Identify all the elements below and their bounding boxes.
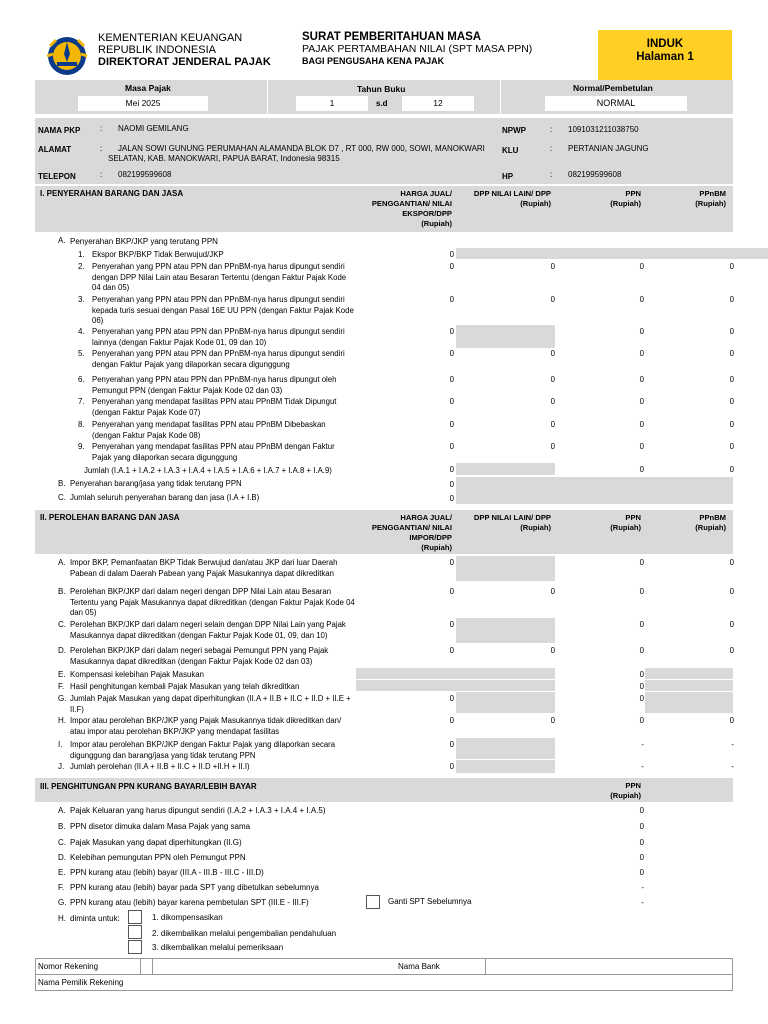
- nama-pemilik-label: Nama Pemilik Rekening: [38, 978, 124, 987]
- grayed-cell: [456, 477, 733, 504]
- row-value[interactable]: 0: [449, 694, 454, 703]
- sd-label: s.d: [376, 99, 388, 108]
- nomor-rekening-label: Nomor Rekening: [38, 962, 99, 971]
- row-value[interactable]: 0: [729, 558, 734, 567]
- section1-title: I. PENYERAHAN BARANG DAN JASA: [40, 189, 184, 198]
- col-line: PPN: [625, 781, 641, 790]
- row-value[interactable]: 0: [639, 620, 644, 629]
- row-text: Impor atau perolehan BKP/JKP dengan Faktur Pajak yang dilaporkan secara digunggung dan barang/jasa yang tidak terutang PPN: [70, 740, 336, 760]
- masa-pajak-label: Masa Pajak: [125, 83, 171, 93]
- col-line: (Rupiah): [610, 791, 641, 800]
- row-value[interactable]: 0: [449, 262, 454, 271]
- row-value[interactable]: 0: [550, 420, 555, 429]
- jumlah-value[interactable]: 0: [729, 465, 734, 474]
- row-value[interactable]: 0: [449, 558, 454, 567]
- row-value[interactable]: 0: [449, 375, 454, 384]
- item-letter: C.: [58, 493, 66, 502]
- row-value[interactable]: 0: [550, 397, 555, 406]
- row-value[interactable]: -: [641, 898, 644, 907]
- row-text: Perolehan BKP/JKP dari dalam negeri selain dengan DPP Nilai Lain yang Pajak Masukannya dapat dikreditkan (dengan Faktur Pajak Kode 01, 09, dan 10): [70, 620, 346, 640]
- row-number: 8.: [78, 420, 85, 429]
- section2-title: II. PEROLEHAN BARANG DAN JASA: [40, 513, 180, 522]
- col-line: HARGA JUAL/: [400, 189, 452, 198]
- induk-label: INDUK: [646, 38, 684, 50]
- row-number: 6.: [78, 375, 85, 384]
- alamat-label: ALAMAT: [38, 145, 72, 154]
- row-number: 4.: [78, 327, 85, 336]
- row-value[interactable]: 0: [449, 420, 454, 429]
- npwp-label: NPWP: [502, 126, 526, 135]
- row-letter: C.: [58, 838, 66, 847]
- row-letter: D.: [58, 853, 66, 862]
- colon: :: [550, 125, 553, 134]
- row-value[interactable]: -: [641, 762, 644, 771]
- row-value[interactable]: 0: [729, 349, 734, 358]
- section1-col4-header: [650, 189, 726, 209]
- row-value[interactable]: 0: [550, 442, 555, 451]
- ministry-line1: KEMENTERIAN KEUANGAN: [98, 32, 243, 44]
- section1-b-value: 0: [449, 480, 454, 489]
- row-value[interactable]: 0: [449, 740, 454, 749]
- row-value[interactable]: 0: [729, 442, 734, 451]
- section3-title: III. PENGHITUNGAN PPN KURANG BAYAR/LEBIH BAYAR: [40, 782, 257, 791]
- row-value[interactable]: 0: [449, 646, 454, 655]
- option-pendahuluan-label: 2. dikembalikan melalui pengembalian pendahuluan: [152, 929, 337, 938]
- col-line: (Rupiah): [610, 523, 641, 532]
- row-text: PPN kurang atau (lebih) bayar (III.A - III.B - III.C - III.D): [70, 868, 264, 877]
- row-text: PPN kurang atau (lebih) bayar pada SPT yang dibetulkan sebelumnya: [70, 883, 319, 892]
- row-value[interactable]: 0: [449, 250, 454, 259]
- telepon-label: TELEPON: [38, 172, 76, 181]
- section2-col4-header: [650, 513, 726, 533]
- row-letter: B.: [58, 822, 66, 831]
- option-pemeriksaan-checkbox[interactable]: [128, 940, 142, 954]
- directorate: DIREKTORAT JENDERAL PAJAK: [98, 56, 271, 68]
- grayed-cell: [356, 680, 456, 691]
- npwp-value: 1091031211038750: [568, 125, 639, 134]
- item-letter: H.: [58, 914, 66, 923]
- form-subtitle2: BAGI PENGUSAHA KENA PAJAK: [302, 56, 445, 66]
- option-kompensasi-checkbox[interactable]: [128, 910, 142, 924]
- row-value[interactable]: 0: [449, 762, 454, 771]
- ministry-line2: REPUBLIK INDONESIA: [98, 44, 216, 56]
- row-text: Jumlah Pajak Masukan yang dapat diperhitungkan (II.A + II.B + II.C + II.D + II.E + II.F): [70, 694, 351, 714]
- row-text: Impor BKP, Pemanfaatan BKP Tidak Berwujud dan/atau JKP dari luar Daerah Pabean di dalam Daerah Pabean yang Pajak Masukannya dapat dikreditkan: [70, 558, 338, 578]
- alamat-line2: SELATAN, KAB. MANOKWARI, PAPUA BARAT, Indonesia 98315: [108, 154, 340, 163]
- row-text: Jumlah perolehan (II.A + II.B + II.C + II.D +II.H + II.I): [70, 762, 250, 771]
- col-line: (Rupiah): [695, 199, 726, 208]
- grayed-cell: [456, 463, 555, 475]
- row-number: 7.: [78, 397, 85, 406]
- row-value[interactable]: 0: [449, 327, 454, 336]
- row-value[interactable]: 0: [729, 646, 734, 655]
- col-line: (Rupiah): [520, 199, 551, 208]
- col-line: (Rupiah): [695, 523, 726, 532]
- section2-col1-header: [356, 513, 452, 553]
- col-line: HARGA JUAL/: [400, 513, 452, 522]
- option-kompensasi-label: 1. dikompensasikan: [152, 913, 223, 922]
- row-text: Penyerahan yang mendapat fasilitas PPN atau PPnBM Tidak Dipungut (dengan Faktur Pajak Kode 07): [92, 397, 337, 417]
- telepon-value: 082199599608: [118, 170, 172, 179]
- row-value[interactable]: 0: [639, 375, 644, 384]
- section1-c-text: Jumlah seluruh penyerahan barang dan jasa (I.A + I.B): [70, 493, 260, 502]
- row-value[interactable]: 0: [639, 558, 644, 567]
- col-line: PENGGANTIAN/ NILAI: [371, 523, 452, 532]
- row-text: Penyerahan yang PPN atau PPN dan PPnBM-nya harus dipungut sendiri dengan DPP Nilai Lain atau Besaran Tertentu (dengan Faktur Pajak Kode 04 dan 05): [92, 262, 347, 292]
- row-value[interactable]: 0: [729, 587, 734, 596]
- row-value[interactable]: 0: [639, 442, 644, 451]
- row-number: 2.: [78, 262, 85, 271]
- row-value[interactable]: 0: [449, 716, 454, 725]
- ganti-spt-label: Ganti SPT Sebelumnya: [388, 897, 472, 906]
- row-letter: A.: [58, 806, 66, 815]
- col-line: EKSPOR/DPP: [402, 209, 452, 218]
- grayed-cell: [645, 668, 733, 679]
- ganti-spt-checkbox[interactable]: [366, 895, 380, 909]
- row-value[interactable]: 0: [729, 420, 734, 429]
- row-letter: E.: [58, 670, 66, 679]
- row-value[interactable]: 0: [639, 822, 644, 831]
- section2-col2-header: [456, 513, 551, 533]
- col-line: DPP NILAI LAIN/ DPP: [473, 513, 551, 522]
- grayed-cell: [456, 325, 555, 348]
- row-value[interactable]: 0: [550, 375, 555, 384]
- induk-badge: [598, 30, 732, 82]
- row-value[interactable]: 0: [639, 420, 644, 429]
- grayed-cell: [456, 680, 555, 691]
- klu-value: PERTANIAN JAGUNG: [568, 144, 649, 153]
- row-value[interactable]: 0: [550, 262, 555, 271]
- grayed-cell: [456, 668, 555, 679]
- row-value[interactable]: 0: [729, 262, 734, 271]
- section1-jumlah-text: Jumlah (I.A.1 + I.A.2 + I.A.3 + I.A.4 + I.A.5 + I.A.6 + I.A.7 + I.A.8 + I.A.9): [84, 466, 332, 475]
- grayed-cell: [456, 738, 555, 759]
- kemenkeu-logo: [44, 32, 90, 78]
- col-line: PPN: [625, 513, 641, 522]
- row-value[interactable]: 0: [729, 375, 734, 384]
- col-line: IMPOR/DPP: [409, 533, 452, 542]
- row-value[interactable]: -: [731, 740, 734, 749]
- row-value[interactable]: 0: [729, 716, 734, 725]
- row-value[interactable]: 0: [449, 295, 454, 304]
- row-text: Penyerahan yang PPN atau PPN dan PPnBM-nya harus dipungut sendiri lainnya (dengan Faktur Pajak Kode 01, 09 dan 10): [92, 327, 345, 347]
- row-value[interactable]: 0: [639, 670, 644, 679]
- col-line: PENGGANTIAN/ NILAI: [371, 199, 452, 208]
- row-text: Kompensasi kelebihan Pajak Masukan: [70, 670, 204, 679]
- col-line: PPN: [625, 189, 641, 198]
- row-text: Penyerahan yang PPN atau PPN dan PPnBM-nya harus dipungut oleh Pemungut PPN (dengan Faktur Pajak Kode 02 dan 03): [92, 375, 337, 395]
- colon: :: [550, 170, 553, 179]
- row-letter: B.: [58, 587, 66, 596]
- section1-a-text: Penyerahan BKP/JKP yang terutang PPN: [70, 237, 218, 246]
- col-line: PPnBM: [699, 189, 726, 198]
- hp-value: 082199599608: [568, 170, 622, 179]
- nama-value: NAOMI GEMILANG: [118, 124, 189, 133]
- row-value[interactable]: 0: [639, 262, 644, 271]
- row-letter: G.: [58, 898, 67, 907]
- row-letter: J.: [58, 762, 65, 771]
- option-pemeriksaan-label: 3. dikembalikan melalui pemeriksaan: [152, 943, 284, 952]
- row-number: 9.: [78, 442, 85, 451]
- row-value[interactable]: 0: [550, 646, 555, 655]
- form-title: SURAT PEMBERITAHUAN MASA: [302, 31, 482, 43]
- row-letter: E.: [58, 868, 66, 877]
- row-text: Pajak Masukan yang dapat diperhitungkan (II.G): [70, 838, 242, 847]
- nama-label: NAMA PKP: [38, 126, 81, 135]
- colon: :: [100, 144, 103, 153]
- col-line: (Rupiah): [421, 543, 452, 552]
- grayed-cell: [356, 668, 456, 679]
- alamat-line1: JALAN SOWI GUNUNG PERUMAHAN ALAMANDA BLOK D7 , RT 000, RW 000, SOWI, MANOKWARI: [118, 144, 485, 153]
- section1-col1-header: [356, 189, 452, 229]
- grayed-cell: [456, 692, 555, 713]
- col-line: PPnBM: [699, 513, 726, 522]
- normal-label: Normal/Pembetulan: [573, 83, 653, 93]
- row-letter: I.: [58, 740, 63, 749]
- row-value[interactable]: 0: [729, 397, 734, 406]
- row-text: Penyerahan yang PPN atau PPN dan PPnBM-nya harus dipungut sendiri dengan Faktur Pajak yang dilaporkan secara digunggung: [92, 349, 345, 369]
- row-value[interactable]: 0: [639, 806, 644, 815]
- row-value[interactable]: 0: [639, 682, 644, 691]
- grayed-cell: [645, 248, 768, 259]
- row-value[interactable]: 0: [639, 868, 644, 877]
- grayed-cell: [645, 692, 733, 713]
- row-text: Penyerahan yang mendapat fasilitas PPN atau PPnBM Dibebaskan (dengan Faktur Pajak Kode 08): [92, 420, 326, 440]
- row-value[interactable]: 0: [639, 349, 644, 358]
- masa-pajak-field[interactable]: Mei 2025: [78, 96, 208, 111]
- row-text: Penyerahan yang mendapat fasilitas PPN atau PPnBM dengan Faktur Pajak yang dilaporkan secara digunggung: [92, 442, 335, 462]
- row-text: PPN kurang atau (lebih) bayar karena pembetulan SPT (III.E - III.F): [70, 898, 309, 907]
- row-value[interactable]: 0: [550, 587, 555, 596]
- row-value[interactable]: 0: [639, 397, 644, 406]
- row-letter: D.: [58, 646, 66, 655]
- tahun-buku-label: Tahun Buku: [357, 84, 406, 94]
- tahun-from-field[interactable]: 1: [296, 96, 368, 111]
- row-number: 3.: [78, 295, 85, 304]
- item-letter: B.: [58, 479, 66, 488]
- row-value[interactable]: 0: [550, 716, 555, 725]
- row-value[interactable]: 0: [639, 587, 644, 596]
- row-letter: G.: [58, 694, 67, 703]
- colon: :: [100, 170, 103, 179]
- row-letter: H.: [58, 716, 66, 725]
- row-text: Impor atau perolehan BKP/JKP yang Pajak Masukannya tidak dikreditkan dan/ atau impor atau perolehan BKP/JKP yang mendapat fasilitas: [70, 716, 342, 736]
- col-line: (Rupiah): [610, 199, 641, 208]
- colon: :: [100, 124, 103, 133]
- colon: :: [550, 144, 553, 153]
- row-value[interactable]: 0: [550, 349, 555, 358]
- klu-label: KLU: [502, 146, 519, 155]
- row-text: Kelebihan pemungutan PPN oleh Pemungut PPN: [70, 853, 246, 862]
- section1-col2-header: [456, 189, 551, 209]
- row-value[interactable]: -: [641, 883, 644, 892]
- row-value[interactable]: 0: [639, 853, 644, 862]
- row-letter: C.: [58, 620, 66, 629]
- row-value[interactable]: 0: [639, 327, 644, 336]
- row-value[interactable]: -: [641, 740, 644, 749]
- row-text: Perolehan BKP/JKP dari dalam negeri sebagai Pemungut PPN yang Pajak Masukannya dapat dikreditkan (dengan Faktur Pajak Kode 02 dan 03): [70, 646, 329, 666]
- row-value[interactable]: 0: [449, 587, 454, 596]
- row-text: Ekspor BKP/BKP Tidak Berwujud/JKP: [92, 250, 224, 259]
- row-value[interactable]: 0: [449, 620, 454, 629]
- hp-label: HP: [502, 172, 514, 181]
- page-number: Halaman 1: [636, 51, 694, 63]
- row-value[interactable]: 0: [729, 295, 734, 304]
- row-value[interactable]: 0: [729, 620, 734, 629]
- form-subtitle1: PAJAK PERTAMBAHAN NILAI (SPT MASA PPN): [302, 43, 533, 55]
- row-text: Penyerahan yang PPN atau PPN dan PPnBM-nya harus dipungut sendiri kepada turis sesuai dengan Pasal 16E UU PPN (dengan Faktur Pajak Kode 06): [92, 295, 354, 325]
- section2-col3-header: [560, 513, 641, 533]
- row-letter: A.: [58, 558, 66, 567]
- col-line: DPP NILAI LAIN/ DPP: [473, 189, 551, 198]
- row-value[interactable]: 0: [639, 838, 644, 847]
- grayed-cell: [456, 760, 555, 773]
- row-text: Pajak Keluaran yang harus dipungut sendiri (I.A.2 + I.A.3 + I.A.4 + I.A.5): [70, 806, 326, 815]
- row-letter: F.: [58, 682, 65, 691]
- section3-col-header: [560, 781, 641, 801]
- tahun-to-field[interactable]: 12: [402, 96, 474, 111]
- row-value[interactable]: 0: [449, 397, 454, 406]
- row-text: PPN disetor dimuka dalam Masa Pajak yang sama: [70, 822, 251, 831]
- row-value[interactable]: 0: [639, 716, 644, 725]
- row-value[interactable]: -: [731, 762, 734, 771]
- grayed-cell: [456, 618, 555, 643]
- row-value[interactable]: 0: [639, 646, 644, 655]
- col-line: (Rupiah): [520, 523, 551, 532]
- section1-col3-header: [560, 189, 641, 209]
- row-value[interactable]: 0: [639, 694, 644, 703]
- grayed-cell: [645, 680, 733, 691]
- row-number: 5.: [78, 349, 85, 358]
- row-value[interactable]: 0: [449, 349, 454, 358]
- row-text: Perolehan BKP/JKP dari dalam negeri dengan DPP Nilai Lain atau Besaran Tertentu yang Pajak Masukannya dapat dikreditkan (dengan Faktur Pajak Kode 04 dan 05): [70, 587, 355, 617]
- section1-b-text: Penyerahan barang/jasa yang tidak terutang PPN: [70, 479, 242, 488]
- item-letter: A.: [58, 236, 66, 245]
- normal-field[interactable]: NORMAL: [545, 96, 687, 111]
- section3-h-text: diminta untuk:: [70, 914, 120, 923]
- row-value[interactable]: 0: [639, 295, 644, 304]
- row-value[interactable]: 0: [550, 295, 555, 304]
- row-text: Hasil penghitungan kembali Pajak Masukan yang telah dikreditkan: [70, 682, 300, 691]
- row-value[interactable]: 0: [729, 327, 734, 336]
- row-letter: F.: [58, 883, 65, 892]
- jumlah-value[interactable]: 0: [639, 465, 644, 474]
- row-number: 1.: [78, 250, 85, 259]
- grayed-cell: [456, 556, 555, 581]
- col-line: (Rupiah): [421, 219, 452, 228]
- option-pendahuluan-checkbox[interactable]: [128, 925, 142, 939]
- section1-c-value: 0: [449, 494, 454, 503]
- nama-bank-label: Nama Bank: [398, 962, 440, 971]
- row-value[interactable]: 0: [449, 442, 454, 451]
- jumlah-value[interactable]: 0: [449, 465, 454, 474]
